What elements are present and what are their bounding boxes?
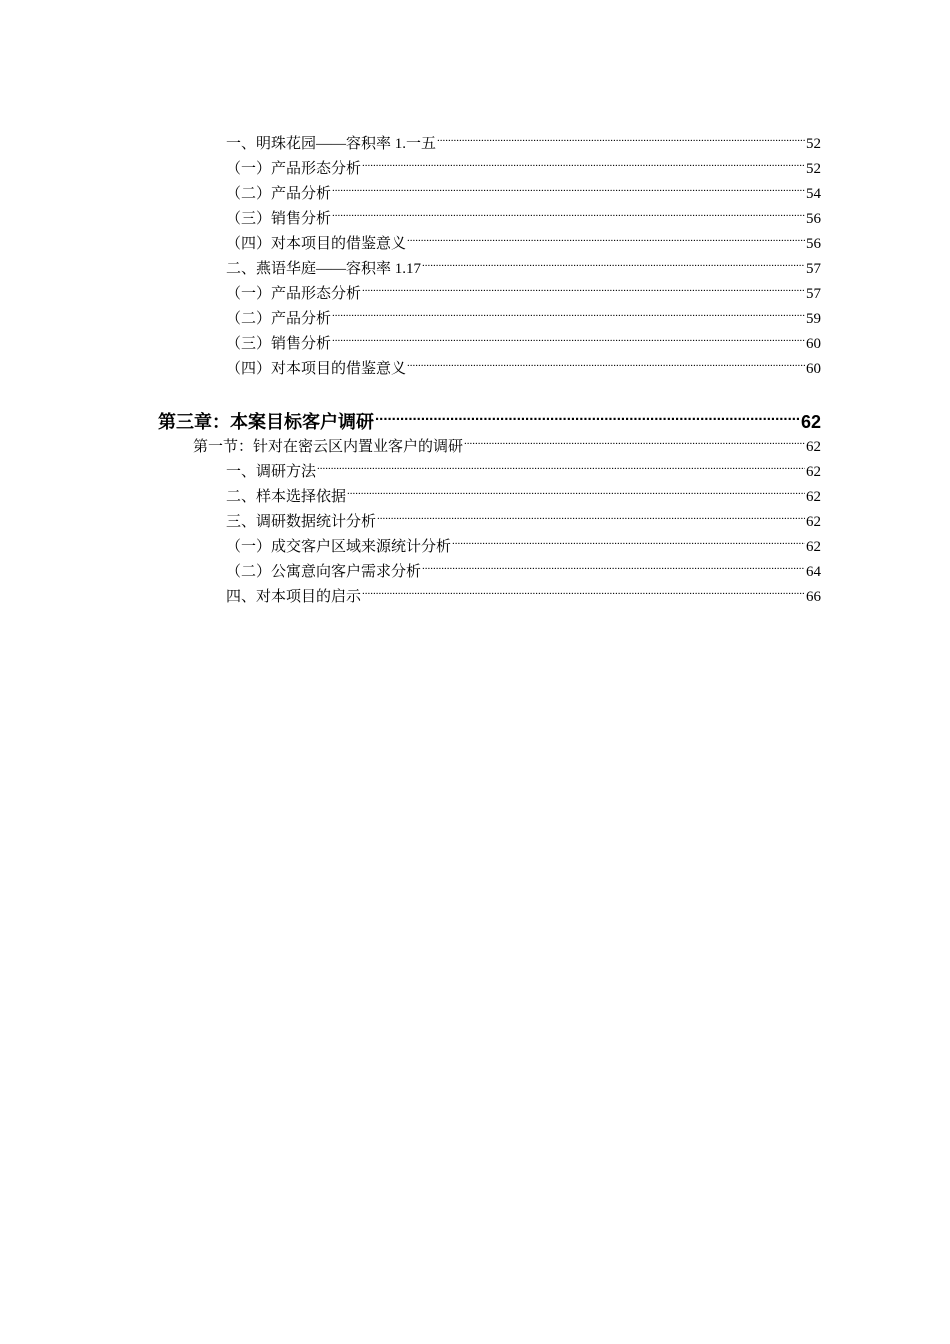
toc-page-number: 62: [806, 464, 821, 480]
toc-entry-label: （四）对本项目的借鉴意义: [226, 361, 407, 377]
toc-section-label: 第一节：针对在密云区内置业客户的调研: [193, 439, 464, 455]
toc-entry[interactable]: [226, 454, 821, 480]
toc-entry-label: （一）成交客户区域来源统计分析: [226, 539, 452, 555]
toc-page-number: 56: [806, 211, 821, 227]
toc-page-number: 52: [806, 161, 821, 177]
toc-page-number: 66: [806, 589, 821, 605]
toc-entry[interactable]: [226, 529, 821, 555]
toc-dot-leader: [422, 554, 805, 576]
toc-entry[interactable]: [226, 579, 821, 605]
toc-entry-label: 二、燕语华庭——容积率 1.17: [226, 261, 422, 277]
toc-entry-label: （一）产品形态分析: [226, 161, 362, 177]
toc-page-number: 57: [806, 286, 821, 302]
toc-entry[interactable]: [226, 326, 821, 352]
toc-dot-leader: [452, 529, 805, 551]
toc-dot-leader: [407, 351, 805, 373]
toc-page-number: 52: [806, 136, 821, 152]
toc-dot-leader: [422, 251, 805, 273]
toc-dot-leader: [437, 126, 805, 148]
toc-dot-leader: [464, 429, 805, 451]
toc-entry-label: （三）销售分析: [226, 336, 332, 352]
toc-entry-label: （一）产品形态分析: [226, 286, 362, 302]
toc-entry-label: （二）公寓意向客户需求分析: [226, 564, 422, 580]
toc-entry-label: （二）产品分析: [226, 186, 332, 202]
toc-dot-leader: [332, 301, 805, 323]
toc-page-number: 62: [806, 489, 821, 505]
toc-dot-leader: [362, 151, 805, 173]
toc-dot-leader: [347, 479, 805, 501]
toc-entry[interactable]: [226, 276, 821, 302]
toc-entry-label: 三、调研数据统计分析: [226, 514, 377, 530]
toc-section-entry[interactable]: [193, 429, 821, 455]
toc-entry[interactable]: [226, 479, 821, 505]
toc-entry[interactable]: [226, 554, 821, 580]
toc-page-number: 59: [806, 311, 821, 327]
toc-dot-leader: [362, 276, 805, 298]
toc-page-number: 57: [806, 261, 821, 277]
toc-dot-leader: [332, 176, 805, 198]
toc-page-number: 62: [806, 439, 821, 455]
toc-entry-label: 一、调研方法: [226, 464, 317, 480]
toc-entry-label: （二）产品分析: [226, 311, 332, 327]
toc-entry[interactable]: [226, 176, 821, 202]
toc-dot-leader: [362, 579, 805, 601]
toc-entry-label: 二、样本选择依据: [226, 489, 347, 505]
toc-chapter-entry[interactable]: [158, 402, 821, 432]
toc-entry-label: 一、明珠花园——容积率 1.一五: [226, 136, 437, 152]
toc-entry[interactable]: [226, 251, 821, 277]
toc-dot-leader: [375, 402, 800, 428]
toc-page-number: 64: [806, 564, 821, 580]
toc-entry-label: （四）对本项目的借鉴意义: [226, 236, 407, 252]
toc-page-number: 62: [806, 514, 821, 530]
toc-page-number: 60: [806, 336, 821, 352]
toc-dot-leader: [332, 326, 805, 348]
toc-entry[interactable]: [226, 201, 821, 227]
toc-entry-label: （三）销售分析: [226, 211, 332, 227]
toc-dot-leader: [377, 504, 805, 526]
toc-entry[interactable]: [226, 351, 821, 377]
toc-entry[interactable]: [226, 226, 821, 252]
toc-page-number: 54: [806, 186, 821, 202]
toc-entry-label: 四、对本项目的启示: [226, 589, 362, 605]
toc-page-number: 56: [806, 236, 821, 252]
toc-dot-leader: [407, 226, 805, 248]
toc-entry[interactable]: [226, 126, 821, 152]
toc-entry[interactable]: [226, 301, 821, 327]
toc-page-number: 60: [806, 361, 821, 377]
toc-dot-leader: [317, 454, 805, 476]
toc-page-number: 62: [800, 412, 821, 432]
toc-page-number: 62: [806, 539, 821, 555]
toc-chapter-label: 第三章：本案目标客户调研: [158, 412, 374, 432]
toc-dot-leader: [332, 201, 805, 223]
toc-entry[interactable]: [226, 151, 821, 177]
toc-entry[interactable]: [226, 504, 821, 530]
